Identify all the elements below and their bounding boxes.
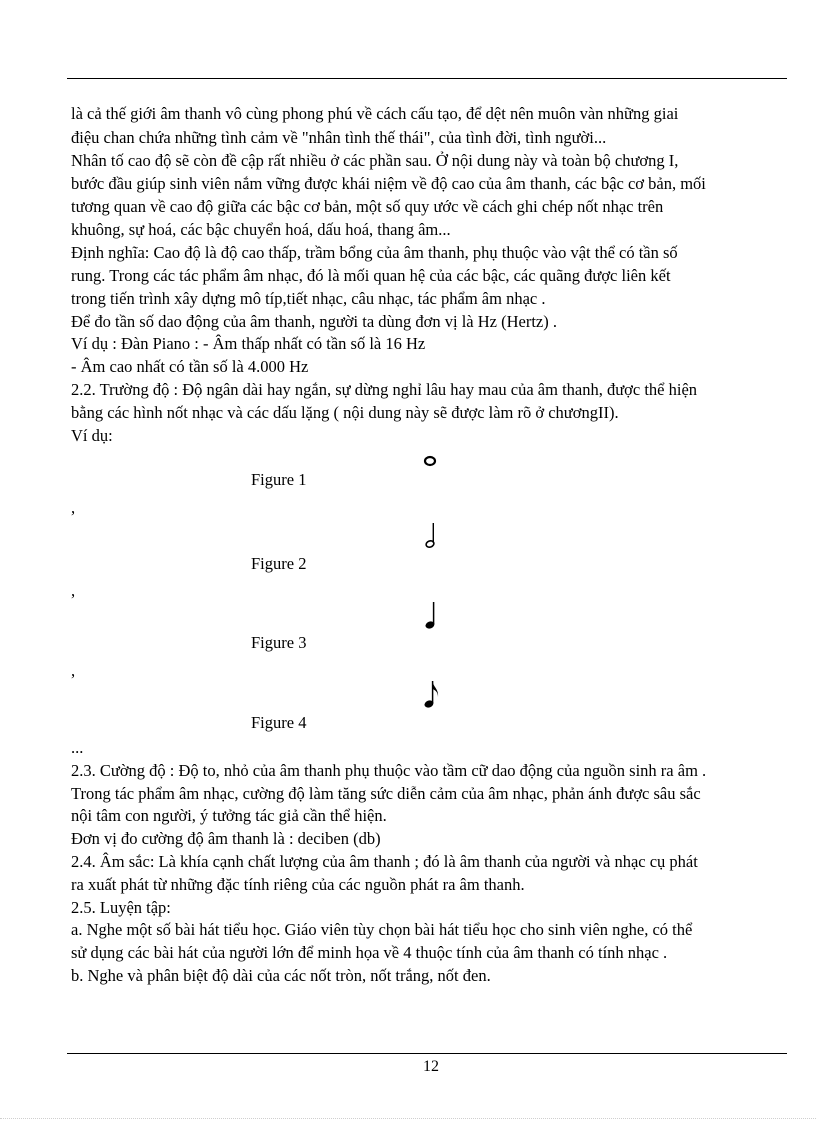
text-line: b. Nghe và phân biệt độ dài của các nốt tròn, nốt trắng, nốt đen.	[71, 966, 491, 985]
figure-2-label: Figure 2	[251, 554, 307, 573]
text-line: trong tiến trình xây dựng mô típ,tiết nhạc, câu nhạc, tác phẩm âm nhạc .	[71, 289, 546, 308]
text-line: bước đầu giúp sinh viên nắm vững được khái niệm về độ cao của âm thanh, các bậc cơ bản, mối	[71, 174, 706, 193]
text-line: Nhân tố cao độ sẽ còn đề cập rất nhiều ở các phần sau. Ở nội dung này và toàn bộ chương I,	[71, 151, 679, 170]
text-line: - Âm cao nhất có tần số là 4.000 Hz	[71, 357, 309, 376]
text-line: sử dụng các bài hát của người lớn để minh họa về 4 thuộc tính của âm thanh có tính nhạc .	[71, 943, 668, 962]
text-line: tương quan về cao độ giữa các bậc cơ bản, một số quy ước về cách ghi chép nốt nhạc trên	[71, 197, 664, 216]
half-note-icon	[418, 520, 442, 550]
page-number: 12	[423, 1058, 439, 1075]
text-line: Trong tác phẩm âm nhạc, cường độ làm tăng sức diễn cảm của âm nhạc, phản ánh được sâu sắc	[71, 784, 701, 803]
whole-note-icon	[418, 452, 442, 472]
figure-4-separator: ...	[71, 738, 84, 757]
figure-1-separator: ,	[71, 498, 76, 517]
text-line: là cả thế giới âm thanh vô cùng phong phú về cách cấu tạo, để dệt nên muôn vàn những giai	[71, 104, 679, 123]
text-line: rung. Trong các tác phẩm âm nhạc, đó là mối quan hệ của các bậc, các quãng được liên kết	[71, 266, 671, 285]
text-line: 2.5. Luyện tập:	[71, 898, 171, 917]
text-line: nội tâm con người, ý tưởng tác giả cần thể hiện.	[71, 806, 387, 825]
text-line: khuông, sự hoá, các bậc chuyển hoá, dấu hoá, thang âm...	[71, 220, 451, 239]
text-line: Ví dụ : Đàn Piano : - Âm thấp nhất có tần số là 16 Hz	[71, 334, 426, 353]
text-line: Ví dụ:	[71, 426, 113, 445]
text-line: điệu chan chứa những tình cảm về "nhân tình thế thái", của tình đời, tình người...	[71, 128, 607, 147]
text-line: Để đo tần số dao động của âm thanh, người ta dùng đơn vị là Hz (Hertz) .	[71, 312, 557, 331]
page-edge-divider	[0, 1118, 816, 1119]
text-line: 2.4. Âm sắc: Là khía cạnh chất lượng của âm thanh ; đó là âm thanh của người và nhạc cụ phát	[71, 852, 698, 871]
figure-1-label: Figure 1	[251, 470, 307, 489]
quarter-note-icon	[418, 600, 442, 632]
figure-3-label: Figure 3	[251, 633, 307, 652]
text-line: bằng các hình nốt nhạc và các dấu lặng ( nội dung này sẽ được làm rõ ở chươngII).	[71, 403, 619, 422]
eighth-note-icon	[418, 678, 442, 710]
figure-3-separator: ,	[71, 661, 76, 680]
text-line: ra xuất phát từ những đặc tính riêng của các nguồn phát ra âm thanh.	[71, 875, 525, 894]
header-rule	[67, 78, 787, 79]
text-line: 2.2. Trường độ : Độ ngân dài hay ngắn, sự dừng nghỉ lâu hay mau của âm thanh, được thể hiện	[71, 380, 698, 399]
figure-2-separator: ,	[71, 581, 76, 600]
text-line: 2.3. Cường độ : Độ to, nhỏ của âm thanh phụ thuộc vào tầm cữ dao động của nguồn sinh ra âm .	[71, 761, 707, 780]
footer-rule	[67, 1053, 787, 1054]
text-line: a. Nghe một số bài hát tiểu học. Giáo viên tùy chọn bài hát tiểu học cho sinh viên nghe, có thể	[71, 920, 693, 939]
text-line: Định nghĩa: Cao độ là độ cao thấp, trầm bổng của âm thanh, phụ thuộc vào vật thể có tần số	[71, 243, 678, 262]
text-line: Đơn vị đo cường độ âm thanh là : deciben (db)	[71, 829, 381, 848]
figure-4-label: Figure 4	[251, 713, 307, 732]
